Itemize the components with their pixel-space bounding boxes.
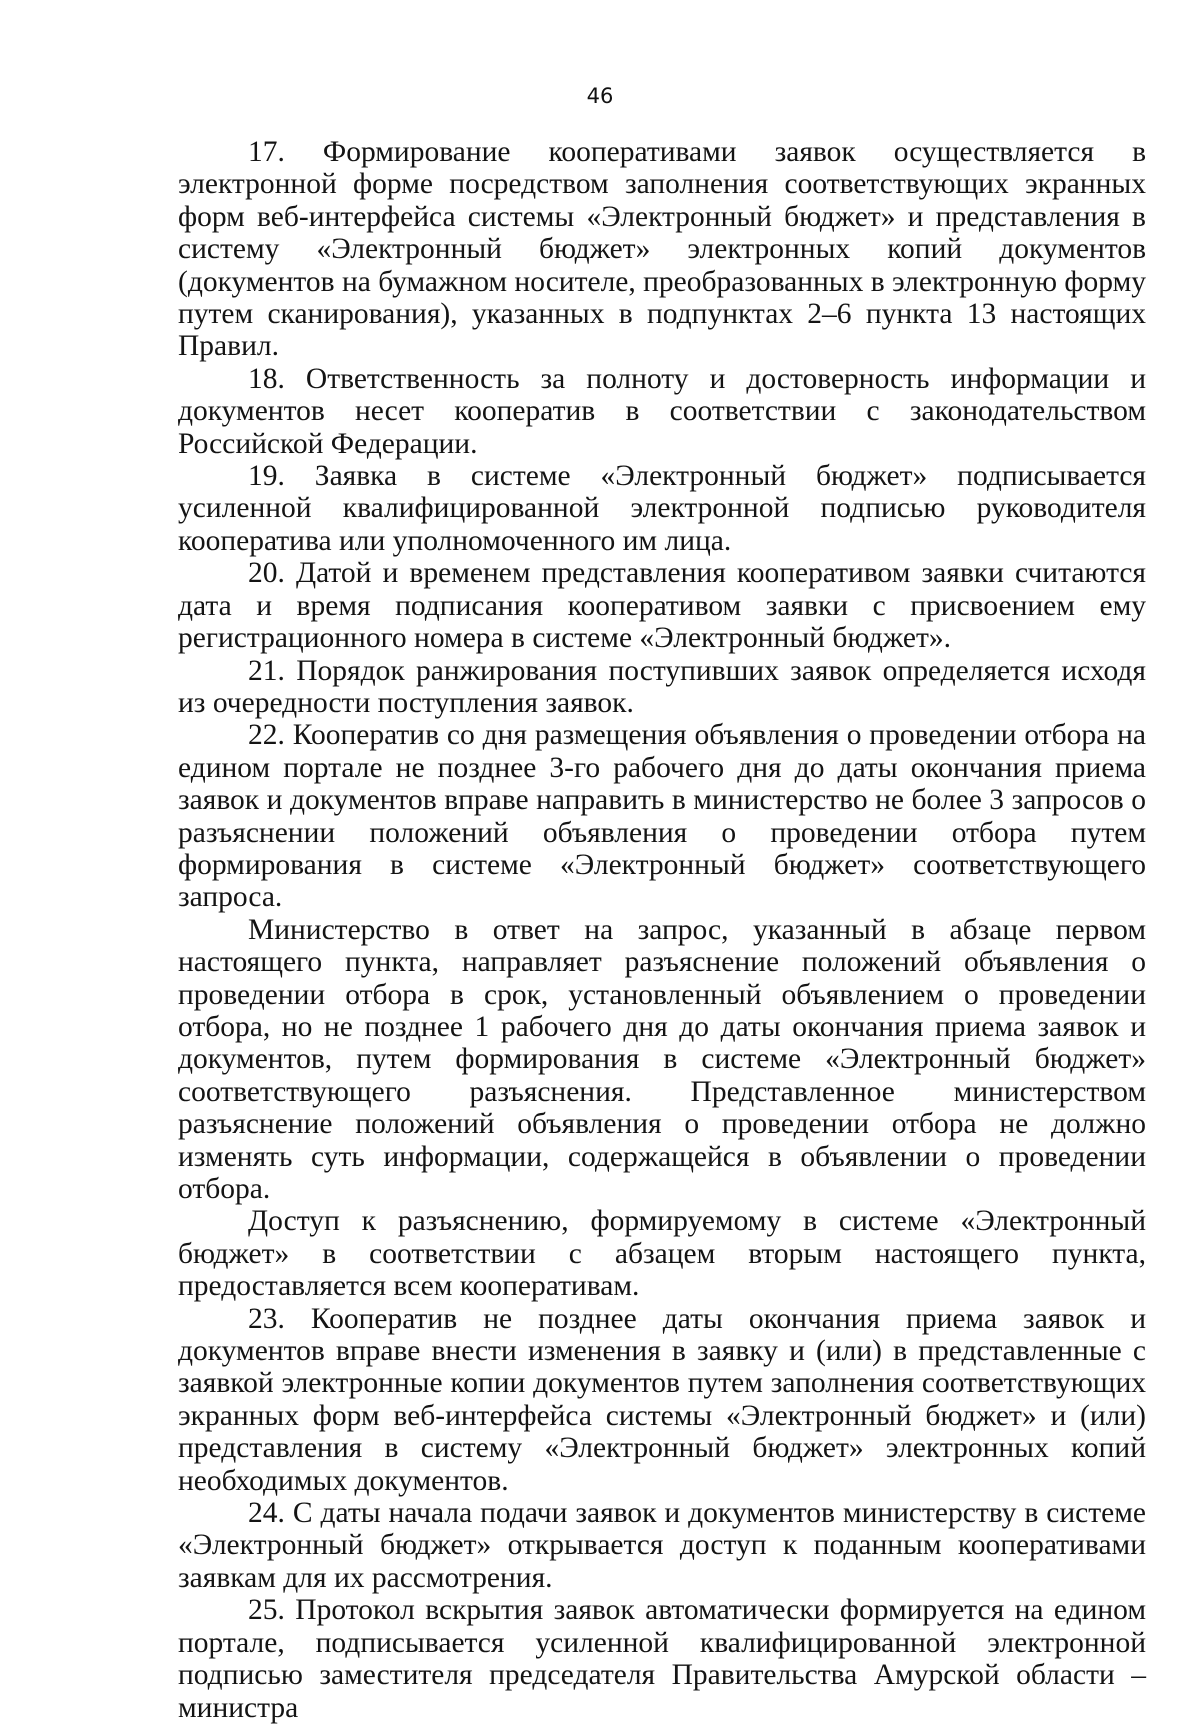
- paragraph-20: 20. Датой и временем представления кооперативом заявки считаются дата и время подписания кооперативом заявки с присвоением ему регистрационного номера в системе «Электронный бюджет».: [178, 557, 1146, 655]
- page-number: 46: [586, 84, 614, 108]
- paragraph-22-second-abstract: Министерство в ответ на запрос, указанный в абзаце первом настоящего пункта, направляет разъяснение положений объявления о проведении отбора в срок, установленный объявлением о проведении отбора, но не позднее 1 рабочего дня до даты окончания приема заявок и документов, путем формирования в системе «Электронный бюджет» соответствующего разъяснения. Представленное министерством разъяснение положений объявления о проведении отбора не должно изменять суть информации, содержащейся в объявлении о проведении отбора.: [178, 913, 1146, 1205]
- paragraph-25: 25. Протокол вскрытия заявок автоматически формируется на едином портале, подписывается усиленной квалифицированной электронной подписью заместителя председателя Правительства Амурской области – министра: [178, 1594, 1146, 1724]
- paragraph-21: 21. Порядок ранжирования поступивших заявок определяется исходя из очередности поступления заявок.: [178, 654, 1146, 719]
- paragraph-22-third-abstract: Доступ к разъяснению, формируемому в системе «Электронный бюджет» в соответствии с абзацем вторым настоящего пункта, предоставляется всем кооперативам.: [178, 1205, 1146, 1303]
- document-body: [178, 136, 1146, 1724]
- paragraph-23: 23. Кооператив не позднее даты окончания приема заявок и документов вправе внести изменения в заявку и (или) в представленные с заявкой электронные копии документов путем заполнения соответствующих экранных форм веб-интерфейса системы «Электронный бюджет» и (или) представления в систему «Электронный бюджет» электронных копий необходимых документов.: [178, 1302, 1146, 1497]
- paragraph-19: 19. Заявка в системе «Электронный бюджет» подписывается усиленной квалифицированной электронной подписью руководителя кооператива или уполномоченного им лица.: [178, 460, 1146, 557]
- paragraph-17: 17. Формирование кооперативами заявок осуществляется в электронной форме посредством заполнения соответствующих экранных форм веб-интерфейса системы «Электронный бюджет» и представления в систему «Электронный бюджет» электронных копий документов (документов на бумажном носителе, преобразованных в электронную форму путем сканирования), указанных в подпунктах 2–6 пункта 13 настоящих Правил.: [178, 136, 1147, 363]
- paragraph-24: 24. С даты начала подачи заявок и документов министерству в системе «Электронный бюджет» открывается доступ к поданным кооперативами заявкам для их рассмотрения.: [178, 1497, 1146, 1594]
- paragraph-22: 22. Кооператив со дня размещения объявления о проведении отбора на едином портале не позднее 3-го рабочего дня до даты окончания приема заявок и документов вправе направить в министерство не более 3 запросов о разъяснении положений объявления о проведении отбора путем формирования в системе «Электронный бюджет» соответствующего запроса.: [178, 719, 1146, 914]
- paragraph-18: 18. Ответственность за полноту и достоверность информации и документов несет кооператив в соответствии с законодательством Российской Федерации.: [178, 362, 1146, 460]
